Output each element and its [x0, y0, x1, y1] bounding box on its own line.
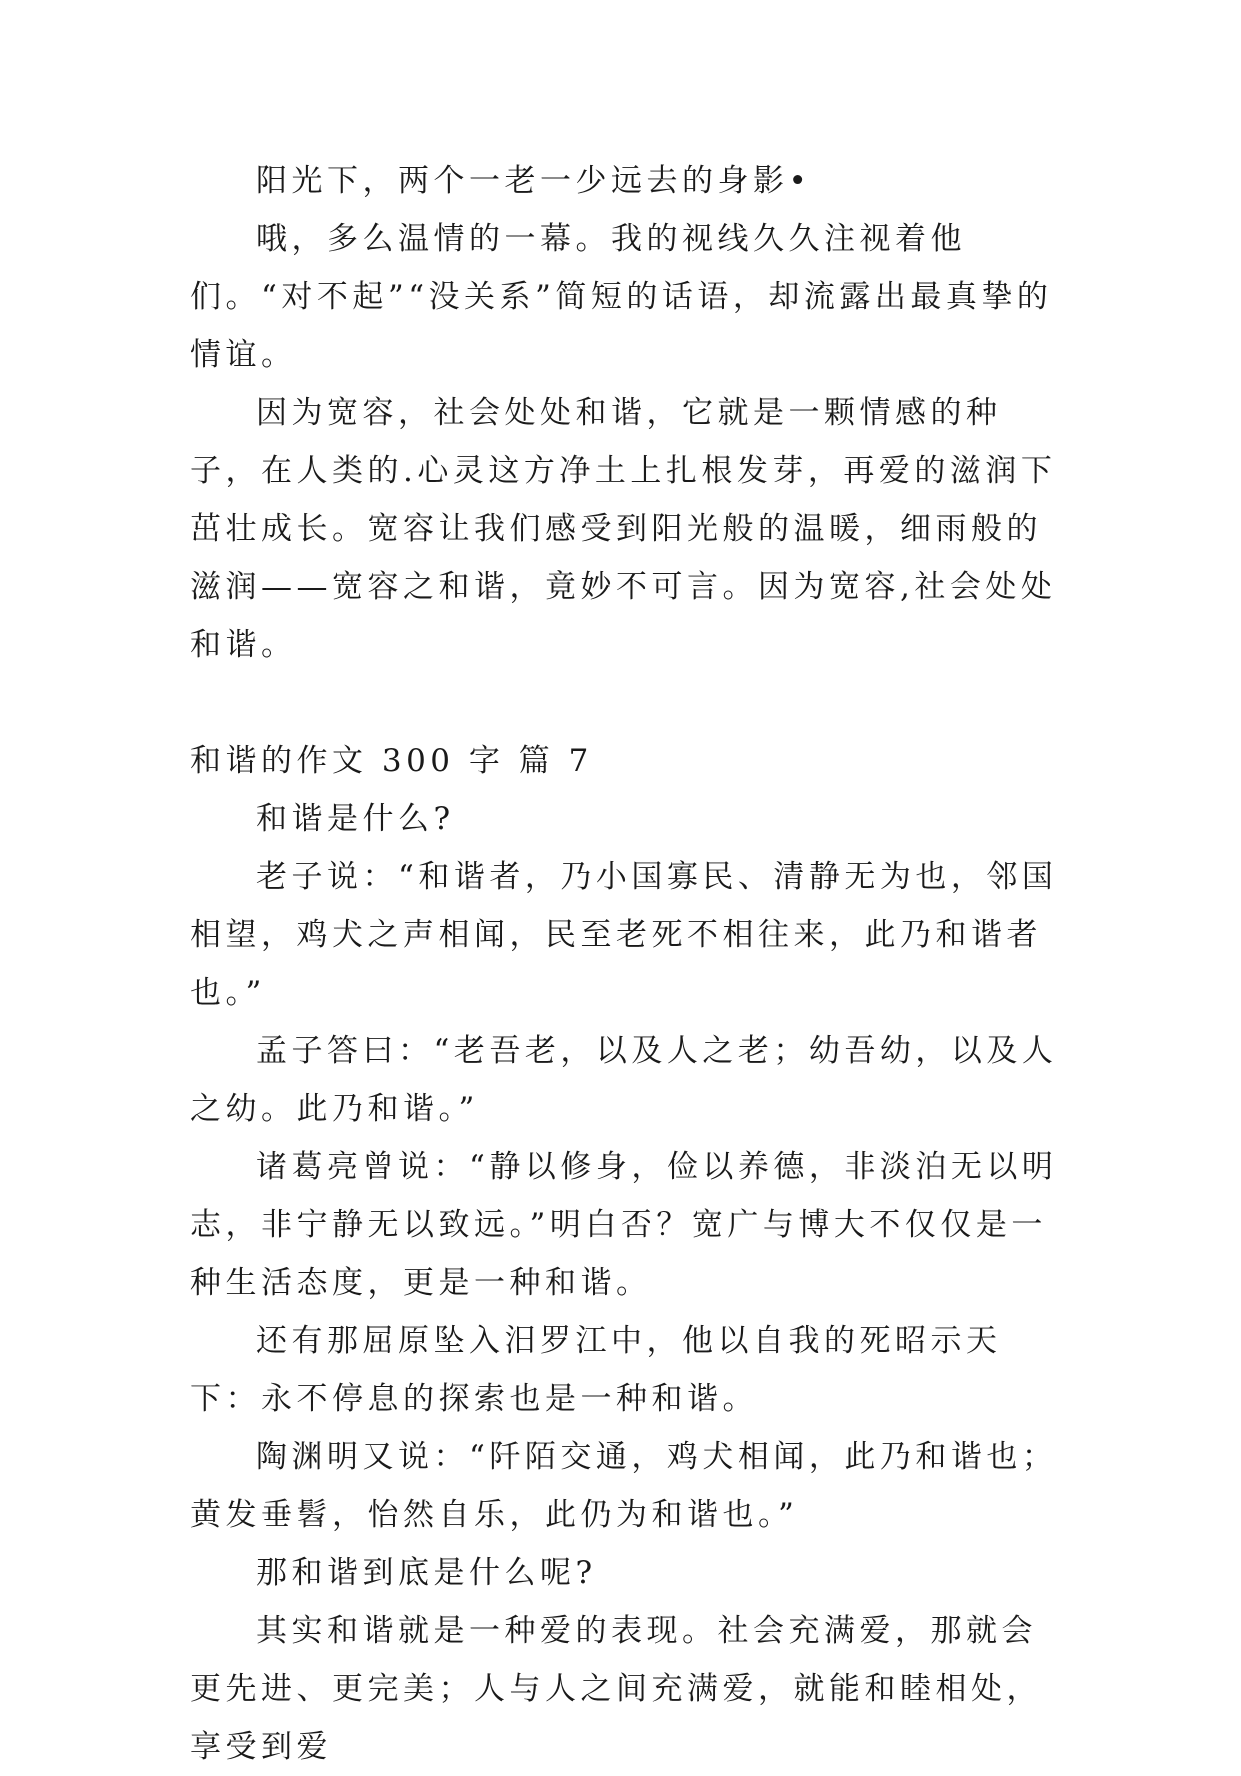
paragraph: 陶渊明又说：“阡陌交通，鸡犬相闻，此乃和谐也；黄发垂髫，怡然自乐，此仍为和谐也。” — [190, 1439, 1058, 1533]
paragraph: 阳光下，两个一老一少远去的身影• — [256, 163, 812, 199]
section-spacer — [190, 674, 1060, 732]
document-body — [190, 152, 1060, 1776]
paragraph: 和谐是什么? — [256, 801, 455, 837]
paragraph: 孟子答曰：“老吾老，以及人之老；幼吾幼，以及人之幼。此乃和谐。” — [190, 1033, 1058, 1127]
paragraph: 还有那屈原坠入汨罗江中，他以自我的死昭示天下：永不停息的探索也是一种和谐。 — [190, 1323, 1002, 1417]
paragraph: 其实和谐就是一种爱的表现。社会充满爱，那就会更先进、更完美；人与人之间充满爱，就能和睦相处，享受到爱 — [190, 1613, 1042, 1765]
paragraph: 因为宽容，社会处处和谐，它就是一颗情感的种子，在人类的.心灵这方净土上扎根发芽，再爱的滋润下茁壮成长。宽容让我们感受到阳光般的温暖，细雨般的滋润——宽容之和谐，竟妙不可言。因为宽容,社会处处和谐。 — [190, 395, 1057, 663]
paragraph: 那和谐到底是什么呢? — [256, 1555, 597, 1591]
paragraph: 诸葛亮曾说：“静以修身，俭以养德，非淡泊无以明志，非宁静无以致远。”明白否？宽广与博大不仅仅是一种生活态度，更是一种和谐。 — [190, 1149, 1058, 1301]
paragraph: 老子说：“和谐者，乃小国寡民、清静无为也，邻国相望，鸡犬之声相闻，民至老死不相往来，此乃和谐者也。” — [190, 859, 1058, 1011]
section-heading: 和谐的作文 300 字 篇 7 — [190, 743, 593, 779]
paragraph: 哦，多么温情的一幕。我的视线久久注视着他们。“对不起”“没关系”简短的话语，却流露出最真挚的情谊。 — [190, 221, 1053, 373]
